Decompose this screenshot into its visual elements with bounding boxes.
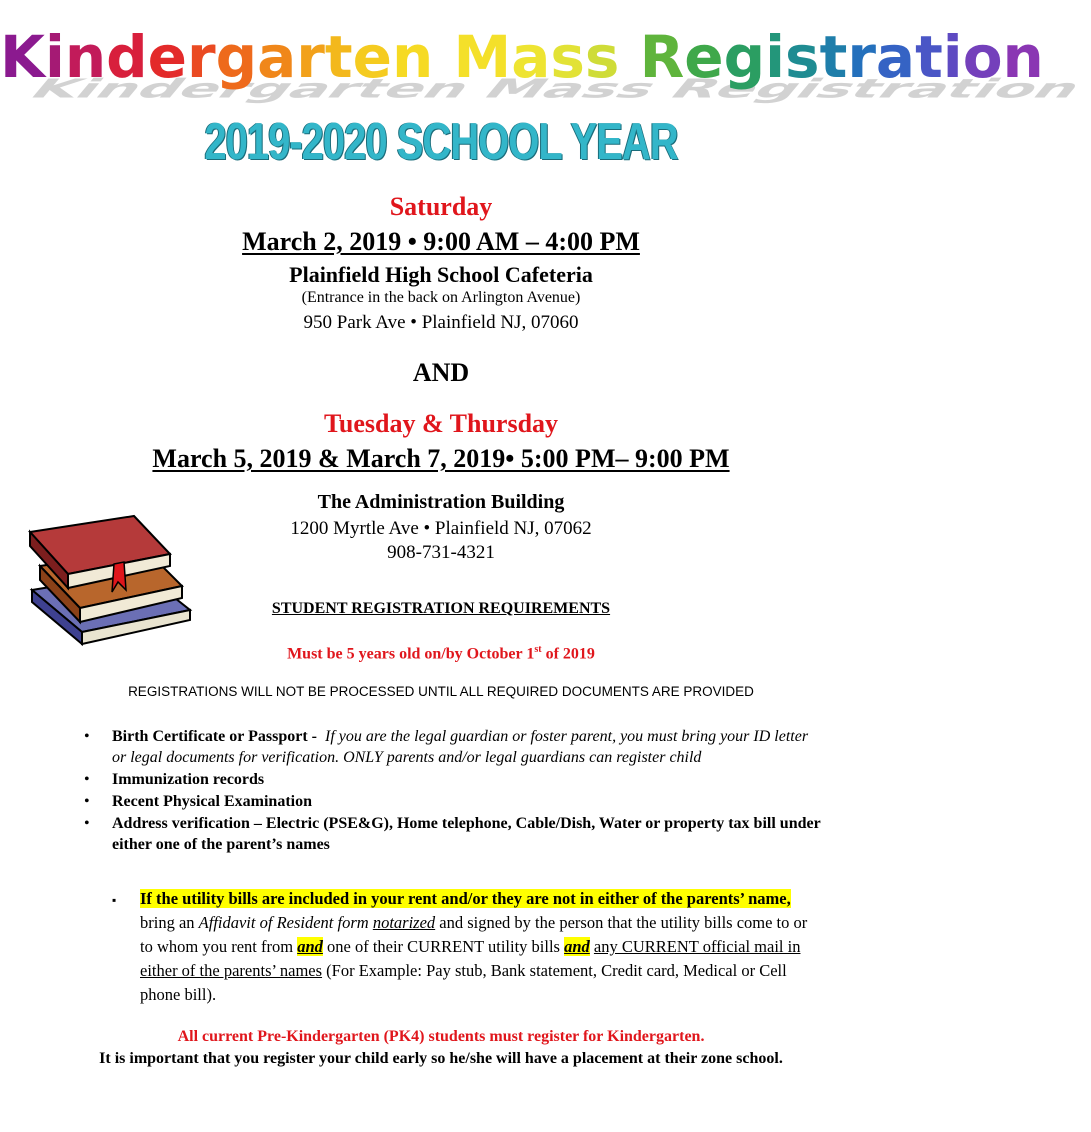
requirements-list bbox=[84, 726, 824, 856]
title-letter: s bbox=[785, 23, 820, 91]
official-mail-text: any CURRENT official mail in either of the parents’ names bbox=[140, 937, 801, 980]
session1-address: 950 Park Ave • Plainfield NJ, 07060 bbox=[303, 312, 579, 333]
documents-warning: REGISTRATIONS WILL NOT BE PROCESSED UNTIL ALL REQUIRED DOCUMENTS ARE PROVIDED bbox=[128, 684, 754, 699]
title-letter: e bbox=[147, 23, 188, 91]
and-separator: AND bbox=[412, 358, 470, 387]
session1-day: Saturday bbox=[389, 192, 493, 221]
list-item bbox=[84, 813, 824, 855]
item-title: Address verification – Electric (PSE&G), Home telephone, Cable/Dish, Water or property tax bill under either one of the parent’s names bbox=[112, 815, 821, 853]
title-letter: r bbox=[847, 23, 876, 91]
title-letter: n bbox=[391, 23, 434, 91]
title-letter: t bbox=[324, 23, 353, 91]
title-letter: e bbox=[684, 23, 724, 91]
title-letter: e bbox=[352, 23, 392, 91]
page-title bbox=[0, 22, 1091, 104]
session1-venue: Plainfield High School Cafeteria bbox=[289, 262, 593, 287]
bullet-icon: • bbox=[84, 728, 90, 745]
session2-date: March 5, 2019 & March 7, 2019• 5:00 PM– 9:00 PM bbox=[152, 444, 730, 473]
title-letter: K bbox=[0, 23, 45, 91]
title-letter: g bbox=[215, 23, 258, 91]
bullet-icon: • bbox=[84, 793, 90, 810]
title-shadow: Kindergarten Mass Registration bbox=[21, 73, 1091, 104]
title-letter: i bbox=[44, 23, 65, 91]
session1-date: March 2, 2019 • 9:00 AM – 4:00 PM bbox=[242, 227, 640, 256]
item-note: If you are the legal guardian or foster parent, you must bring your ID letter or legal documents for verification. ONLY parents and/or legal guardians can register child bbox=[112, 728, 809, 766]
title-letter: t bbox=[915, 23, 943, 91]
utility-bill-subitem bbox=[112, 887, 812, 1007]
text-run: one of their CURRENT utility bills bbox=[322, 937, 565, 956]
session1-date-wrap bbox=[0, 227, 882, 257]
title-letter bbox=[619, 23, 639, 91]
item-title: Immunization records bbox=[112, 771, 265, 788]
pk4-notice: All current Pre-Kindergarten (PK4) students must register for Kindergarten. bbox=[177, 1028, 705, 1045]
title-letter: r bbox=[187, 23, 216, 91]
session2-phone: 908-731-4321 bbox=[387, 542, 495, 563]
age-requirement bbox=[0, 644, 882, 663]
title-letter: a bbox=[511, 23, 551, 91]
title-letter: t bbox=[819, 23, 848, 91]
requirements-heading: STUDENT REGISTRATION REQUIREMENTS bbox=[271, 600, 611, 617]
title-letter: o bbox=[962, 23, 1003, 91]
notarized-text: notarized bbox=[372, 913, 436, 932]
session2-address: 1200 Myrtle Ave • Plainfield NJ, 07062 bbox=[290, 518, 592, 539]
session2-date-wrap bbox=[0, 444, 882, 474]
list-item bbox=[84, 726, 824, 768]
text-run: bring an bbox=[140, 913, 199, 932]
title-letter bbox=[433, 23, 453, 91]
text-run: and signed by the person that the utility bills come to or to whom you rent from bbox=[140, 913, 808, 956]
list-item bbox=[84, 791, 824, 812]
list-item bbox=[84, 769, 824, 790]
title-letter: a bbox=[875, 23, 916, 91]
and-emphasis: and bbox=[564, 937, 590, 956]
item-title: Recent Physical Examination bbox=[112, 793, 312, 810]
item-title: Birth Certificate or Passport - bbox=[112, 728, 317, 745]
title-letter: i bbox=[765, 23, 786, 91]
age-sup: st bbox=[534, 644, 542, 655]
affidavit-form-text: Affidavit of Resident form bbox=[198, 913, 369, 932]
and-emphasis: and bbox=[297, 937, 323, 956]
session1-note: (Entrance in the back on Arlington Avenue) bbox=[301, 289, 581, 306]
bullet-icon: • bbox=[84, 771, 90, 788]
age-suffix: of 2019 bbox=[541, 645, 595, 663]
title-letter: R bbox=[639, 23, 685, 91]
highlighted-condition: If the utility bills are included in your rent and/or they are not in either of the parents’ name, bbox=[140, 889, 791, 908]
title-letter: r bbox=[296, 23, 325, 91]
text-run: (For Example: Pay stub, Bank statement, Credit card, Medical or Cell phone bill). bbox=[140, 961, 787, 1004]
title-letter: s bbox=[584, 23, 620, 91]
title-letter: s bbox=[550, 23, 585, 91]
title-letter: g bbox=[723, 23, 766, 91]
title-letter: n bbox=[64, 23, 107, 91]
title-letter: a bbox=[257, 23, 297, 91]
session2-day: Tuesday & Thursday bbox=[323, 409, 559, 438]
age-prefix: Must be 5 years old on/by October 1 bbox=[287, 645, 535, 663]
books-clipart-icon bbox=[22, 510, 194, 645]
title-letter: n bbox=[1002, 23, 1044, 91]
bullet-icon: • bbox=[84, 815, 90, 832]
title-letter: d bbox=[106, 23, 148, 91]
session2-venue: The Administration Building bbox=[317, 491, 565, 513]
school-year-subtitle: 2019-2020 SCHOOL YEAR bbox=[204, 113, 678, 171]
title-letter: i bbox=[942, 23, 963, 91]
square-bullet-icon: ▪ bbox=[112, 893, 117, 907]
title-letter: M bbox=[453, 23, 512, 91]
early-registration-notice: It is important that you register your child early so he/she will have a placement at their zone school. bbox=[99, 1050, 783, 1067]
